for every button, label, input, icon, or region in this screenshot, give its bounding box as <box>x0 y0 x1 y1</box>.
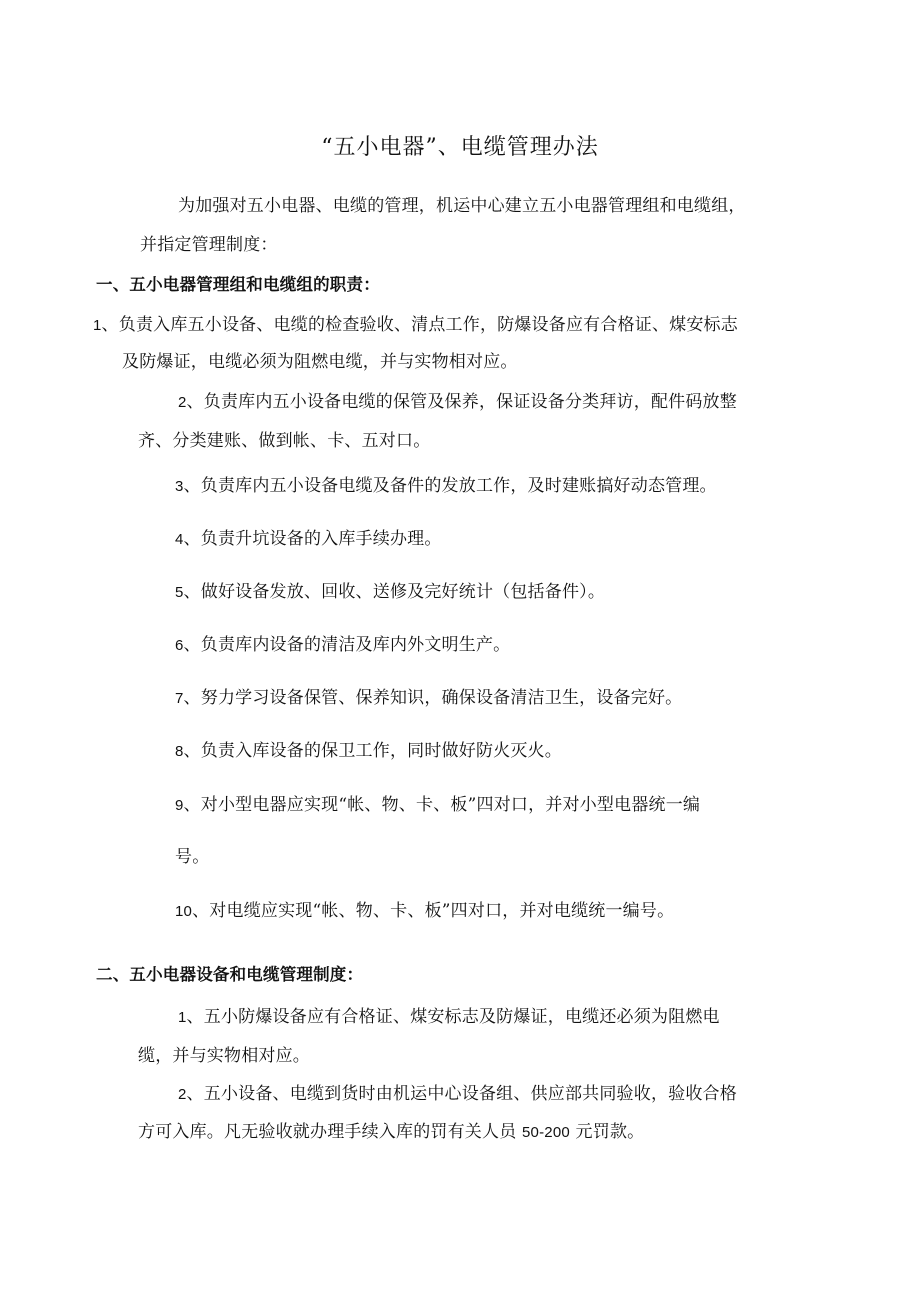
item-number: 8 <box>175 743 184 760</box>
item-text: 、做好设备发放、回收、送修及完好统计（包括备件）。 <box>183 582 606 602</box>
section-1-item-8 <box>175 740 562 763</box>
section-1-item-5 <box>175 581 605 604</box>
item-number: 2 <box>178 394 187 411</box>
fine-amount: 50-200 <box>522 1124 570 1141</box>
section-2-heading: 二、五小电器设备和电缆管理制度： <box>96 965 364 984</box>
section-1-item-2-line-1 <box>178 391 737 414</box>
item-number: 1 <box>178 1009 187 1026</box>
document-title: “五小电器”、电缆管理办法 <box>321 135 599 160</box>
item-text: 、负责升坑设备的入库手续办理。 <box>183 529 442 549</box>
item-number: 2 <box>178 1086 187 1103</box>
section-1-item-9-line-2: 号。 <box>175 847 210 867</box>
item-number: 1 <box>93 317 102 334</box>
item-text: 、负责入库五小设备、电缆的检查验收、清点工作，防爆设备应有合格证、煤安标志 <box>101 315 738 335</box>
item-number: 5 <box>175 584 184 601</box>
section-1-item-4 <box>175 528 442 551</box>
section-2-item-1-line-2: 缆，并与实物相对应。 <box>138 1046 310 1066</box>
section-1-item-2-line-2: 齐、分类建账、做到帐、卡、五对口。 <box>138 431 431 451</box>
section-1-item-3 <box>175 475 717 498</box>
section-1-heading: 一、五小电器管理组和电缆组的职责： <box>96 275 380 294</box>
item-text: 方可入库。凡无验收就办理手续入库的罚有关人员 <box>138 1122 523 1142</box>
item-text: 、五小设备、电缆到货时由机运中心设备组、供应部共同验收，验收合格 <box>186 1084 737 1104</box>
section-1-item-1-line-1 <box>93 314 738 337</box>
item-number: 4 <box>175 531 184 548</box>
item-text: 、对电缆应实现“帐、物、卡、板”四对口，并对电缆统一编号。 <box>192 901 675 921</box>
intro-line-1: 为加强对五小电器、电缆的管理，机运中心建立五小电器管理组和电缆组， <box>178 196 746 216</box>
item-number: 9 <box>175 797 184 814</box>
item-text: 、对小型电器应实现“帐、物、卡、板”四对口，并对小型电器统一编 <box>183 795 701 815</box>
section-2-item-2-line-1 <box>178 1083 737 1106</box>
section-2-item-2-line-2 <box>138 1121 644 1144</box>
item-text: 、努力学习设备保管、保养知识，确保设备清洁卫生，设备完好。 <box>183 688 683 708</box>
item-text: 、负责库内设备的清洁及库内外文明生产。 <box>183 635 511 655</box>
item-text: 、负责库内五小设备电缆及备件的发放工作，及时建账搞好动态管理。 <box>183 476 717 496</box>
item-text: 、负责库内五小设备电缆的保管及保养，保证设备分类拜访，配件码放整 <box>186 392 737 412</box>
intro-line-2: 并指定管理制度： <box>140 235 278 255</box>
section-2-item-1-line-1 <box>178 1006 720 1029</box>
item-text: 、五小防爆设备应有合格证、煤安标志及防爆证，电缆还必须为阻燃电 <box>186 1007 720 1027</box>
item-number: 10 <box>175 903 193 920</box>
item-number: 6 <box>175 637 184 654</box>
item-number: 3 <box>175 478 184 495</box>
item-text: 、负责入库设备的保卫工作，同时做好防火灭火。 <box>183 741 562 761</box>
section-1-item-7 <box>175 687 682 710</box>
section-1-item-6 <box>175 634 510 657</box>
item-number: 7 <box>175 690 184 707</box>
section-1-item-1-line-2: 及防爆证，电缆必须为阻燃电缆，并与实物相对应。 <box>122 352 518 372</box>
section-1-item-10 <box>175 900 674 923</box>
item-text: 元罚款。 <box>569 1122 645 1142</box>
section-1-item-9-line-1 <box>175 794 700 817</box>
